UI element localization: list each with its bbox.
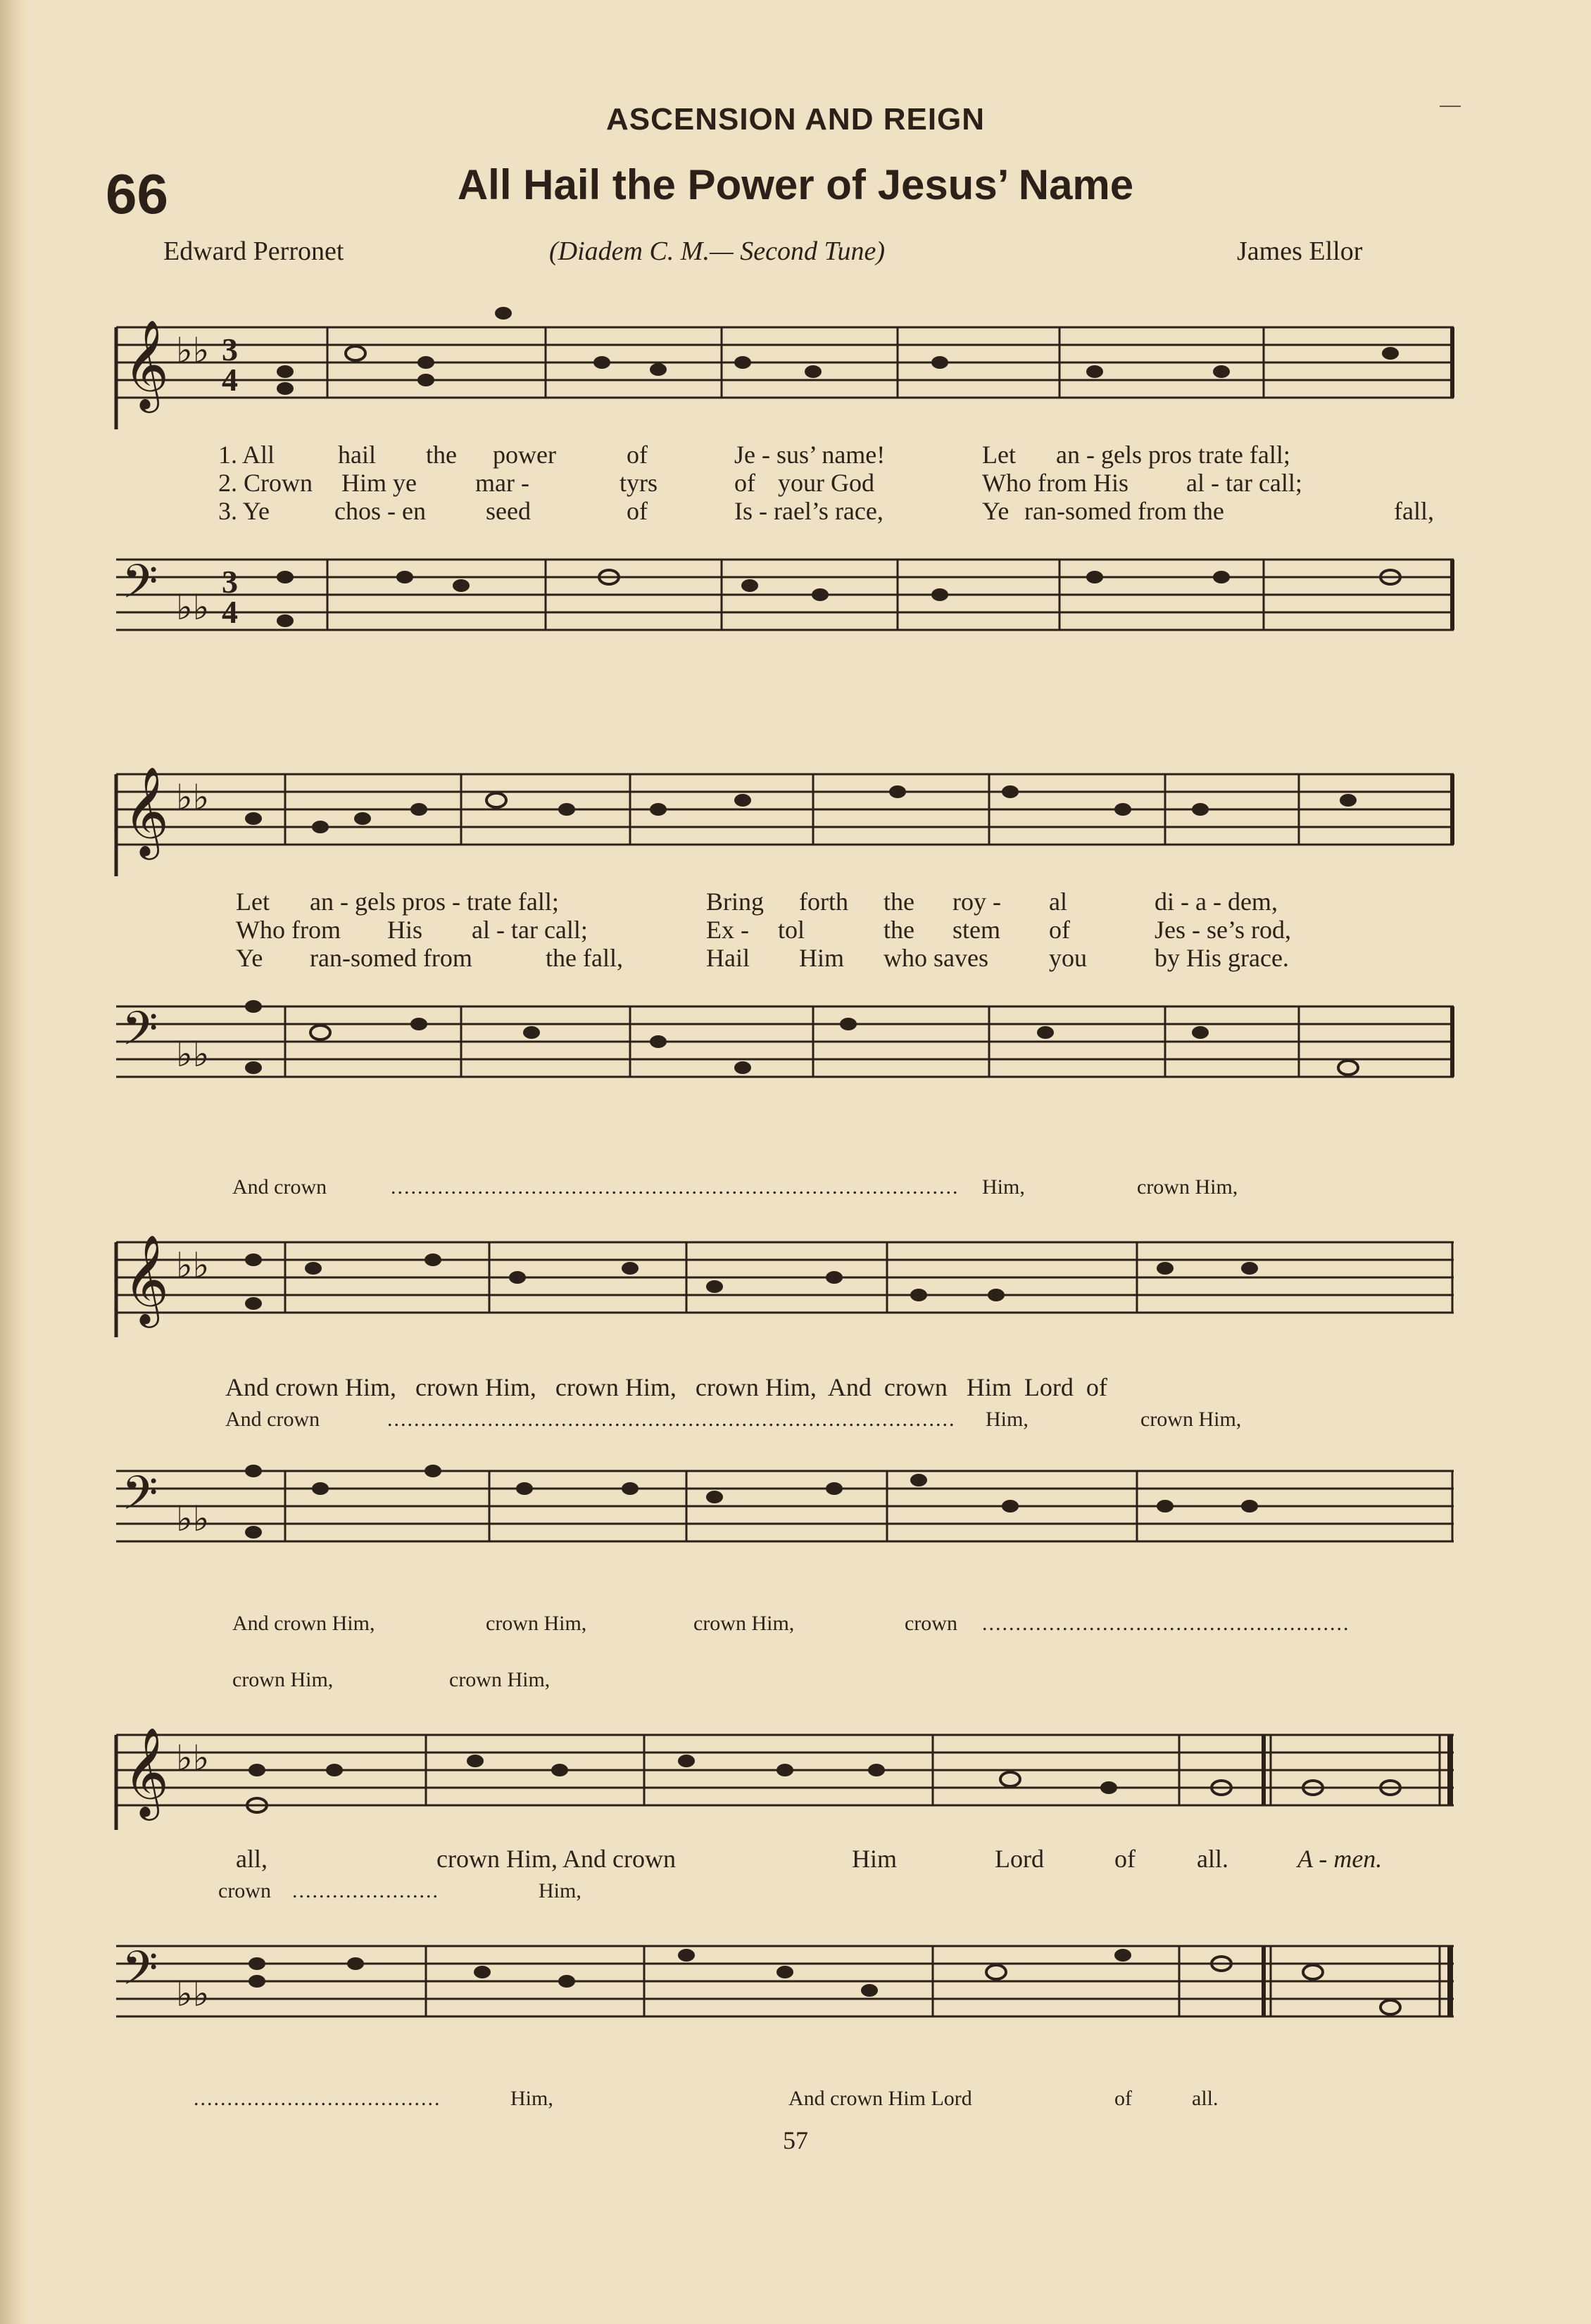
page-number: 57 [783, 2126, 808, 2154]
music-system-1 [109, 296, 1461, 718]
svg-text:♭♭: ♭♭ [176, 1974, 210, 2014]
svg-text:𝄞: 𝄞 [123, 322, 170, 408]
verse-2-lyrics: 2. Crown Him ye mar - tyrs of your God Who from His al - tar call; [218, 469, 1302, 497]
treble-lyrics-final: all, crown Him, And crown Him Lord of all. A - men. [236, 1845, 1383, 1873]
treble-staff [109, 743, 1461, 876]
svg-text:3: 3 [222, 331, 238, 367]
tenor-cue-above: crown Him, crown Him, [232, 1668, 551, 1691]
tune-info: (Diadem C. M.— Second Tune) [549, 236, 886, 266]
treble-staff [109, 1211, 1461, 1337]
verse-1-lyrics: 1. All hail the power of Je - sus’ name! Let an - gels pros trate fall; [218, 441, 1290, 469]
bass-staff [109, 1439, 1461, 1566]
svg-text:♭♭: ♭♭ [176, 778, 210, 817]
treble-lyrics-refrain: And crown Him, crown Him, crown Him, crown Him, And crown Him Lord of [225, 1373, 1107, 1401]
tenor-cue-above: And crown ..................................................................................... Him, crown Him, [232, 1175, 1238, 1199]
bass-cue-above: And crown ..................................................................................... Him, crown Him, [225, 1408, 1242, 1431]
book-binding-edge [0, 0, 28, 2324]
amen-label: A - men. [1297, 1845, 1383, 1873]
svg-text:3: 3 [222, 564, 238, 600]
svg-text:𝄢: 𝄢 [122, 1944, 158, 2006]
hymn-title: All Hail the Power of Jesus’ Name [457, 161, 1134, 208]
verse-2-lyrics-line-2: Who from His al - tar call; Ex - tol the stem of Jes - se’s rod, [236, 916, 1291, 944]
hymn-number: 66 [106, 163, 168, 225]
svg-text:♭♭: ♭♭ [176, 1499, 210, 1539]
svg-text:𝄞: 𝄞 [123, 1237, 170, 1322]
bass-cue-below: ..................................... Him, And crown Him Lord of all. [194, 2087, 1219, 2110]
svg-text:𝄢: 𝄢 [122, 557, 158, 619]
svg-text:♭♭: ♭♭ [176, 1246, 210, 1285]
svg-text:♭♭: ♭♭ [176, 1738, 210, 1778]
svg-text:♭♭: ♭♭ [176, 1035, 210, 1074]
treble-staff [109, 1703, 1461, 1830]
bass-cue-above: crown ...................... Him, [218, 1879, 581, 1902]
svg-text:4: 4 [222, 594, 238, 630]
section-heading: ASCENSION AND REIGN [605, 102, 986, 137]
svg-text:𝄢: 𝄢 [122, 1469, 158, 1531]
svg-text:♭♭: ♭♭ [176, 588, 210, 627]
verse-3-lyrics: 3. Ye chos - en seed of Is - rael’s race, Ye ran-somed from the fall, [218, 497, 1434, 525]
verse-3-lyrics-line-2: Ye ran-somed from the fall, Hail Him who saves you by His grace. [236, 944, 1289, 972]
music-system-2 [109, 743, 1461, 1137]
svg-text:4: 4 [222, 362, 238, 398]
svg-text:𝄞: 𝄞 [123, 1729, 170, 1815]
music-system-3 [109, 1175, 1461, 1640]
hymn-author: Edward Perronet [163, 236, 344, 266]
bass-cue-below: And crown Him, crown Him, crown Him, crown ....................................................... [232, 1612, 1350, 1635]
verse-1-lyrics-line-2: Let an - gels pros - trate fall; Bring forth the roy - al di - a - dem, [236, 888, 1278, 916]
bass-staff [109, 1914, 1461, 2041]
hymn-composer: James Ellor [1237, 236, 1363, 266]
bass-staff [109, 975, 1461, 1109]
svg-text:𝄢: 𝄢 [122, 1004, 158, 1066]
music-system-4 [109, 1668, 1461, 2118]
svg-text:♭♭: ♭♭ [176, 331, 210, 370]
treble-staff [109, 296, 1461, 429]
bass-staff [109, 528, 1461, 662]
svg-text:𝄞: 𝄞 [123, 769, 170, 854]
